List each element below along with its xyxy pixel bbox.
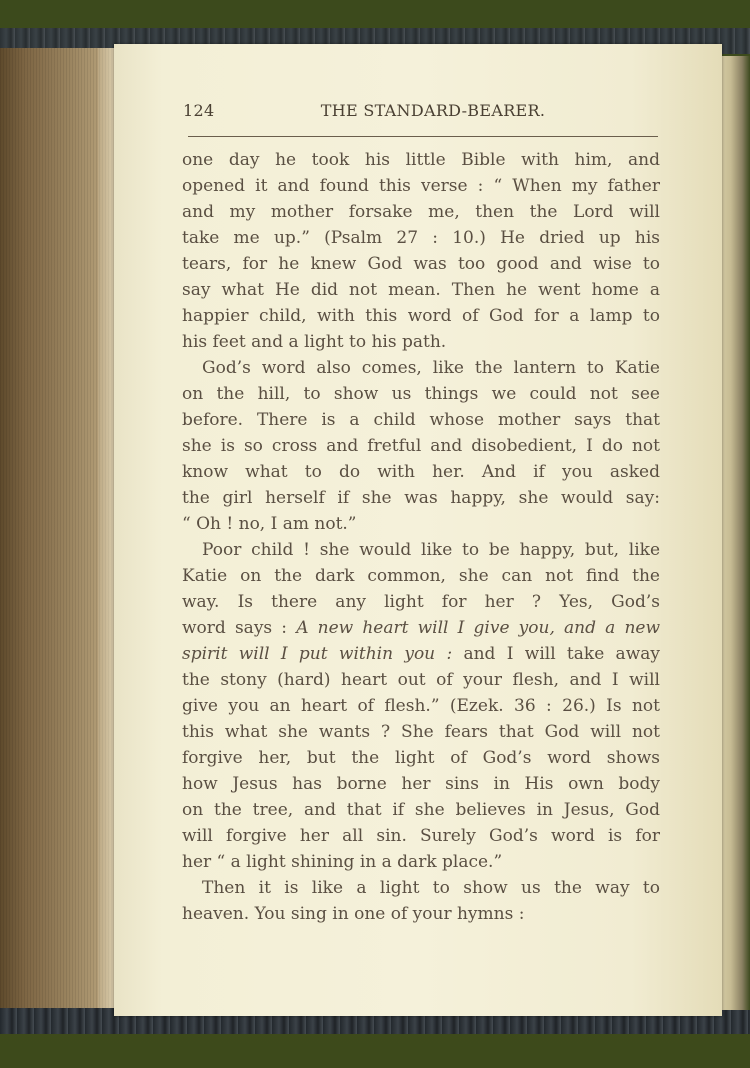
text-segment: and I will take away (452, 644, 660, 664)
text-line: one day he took his little Bible with him, and (182, 150, 660, 170)
text-line: the girl herself if she was happy, she would say: (182, 488, 660, 508)
italic-quote: spirit will I put within you : (182, 644, 453, 664)
text-segment: word says : (182, 618, 297, 638)
header-rule (188, 136, 658, 137)
text-line: his feet and a light to his path. (182, 332, 447, 352)
text-line: before. There is a child whose mother says that (182, 410, 660, 430)
text-line: Then it is like a light to show us the way to (202, 878, 660, 898)
text-line: how Jesus has borne her sins in His own body (182, 774, 660, 794)
text-line: tears, for he knew God was too good and wise to (182, 254, 660, 274)
italic-quote: A new heart will I give you, and a new (296, 618, 661, 638)
text-line: opened it and found this verse : “ When my father (182, 176, 660, 196)
text-line: heaven. You sing in one of your hymns : (182, 904, 525, 924)
page-right-edge (718, 56, 750, 1010)
text-line: forgive her, but the light of God’s word shows (182, 748, 660, 768)
text-line: happier child, with this word of God for a lamp to (182, 306, 660, 326)
body-text (182, 147, 660, 927)
text-line: Katie on the dark common, she can not find the (182, 566, 660, 586)
text-line: will forgive her all sin. Surely God’s word is for (182, 826, 660, 846)
text-line: Poor child ! she would like to be happy, but, like (202, 540, 660, 560)
text-line (182, 615, 660, 641)
text-line: and my mother forsake me, then the Lord will (182, 202, 660, 222)
text-line: this what she wants ? She fears that God will not (182, 722, 660, 742)
text-line: she is so cross and fretful and disobedient, I do not (182, 436, 660, 456)
text-line: know what to do with her. And if you asked (182, 462, 660, 482)
page-header (183, 101, 659, 125)
running-title: THE STANDARD-BEARER. (320, 101, 546, 120)
text-line: take me up.” (Psalm 27 : 10.) He dried up his (182, 228, 660, 248)
page-number: 124 (183, 101, 215, 120)
text-line: the stony (hard) heart out of your flesh, and I will (182, 670, 660, 690)
text-line: way. Is there any light for her ? Yes, God’s (182, 592, 660, 612)
text-line (182, 641, 660, 667)
text-line: her “ a light shining in a dark place.” (182, 852, 503, 872)
text-line: “ Oh ! no, I am not.” (182, 514, 357, 534)
text-line: give you an heart of flesh.” (Ezek. 36 : 26.) Is not (182, 696, 660, 716)
text-line: God’s word also comes, like the lantern to Katie (202, 358, 660, 378)
text-line: on the tree, and that if she believes in Jesus, God (182, 800, 660, 820)
text-line: on the hill, to show us things we could not see (182, 384, 660, 404)
text-line: say what He did not mean. Then he went home a (182, 280, 660, 300)
page-stack-edges (0, 48, 128, 1008)
